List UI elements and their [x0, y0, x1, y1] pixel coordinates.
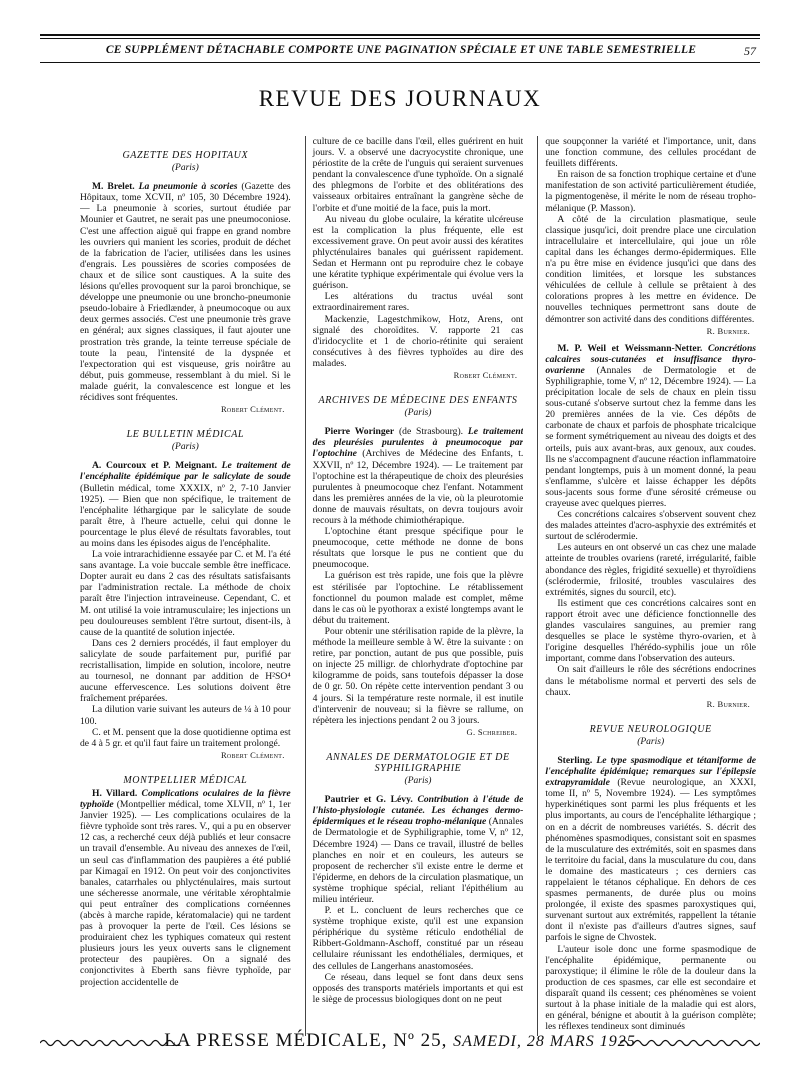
article-paragraph: L'auteur isole donc une forme spasmodique de l'encéphalite épidémique, permanente ou paroxystique; il élimine le rôle de la douleur dans la production de ces spasmes, car elle est secondaire et disparaît quand ils cessent; ces phénomènes se voient surtout à la phase initiale de la maladie qui est alors, en général, bénigne et aboutit à la guérison complète; les réflexes tendineux sont diminués	[545, 943, 757, 1033]
article-paragraph	[313, 794, 524, 905]
column-2	[305, 136, 524, 1036]
article-title: Complications oculaires de la fièvre typhoïde	[80, 787, 291, 811]
article-paragraph: A côté de la circulation plasmatique, seule classique jusqu'ici, doit prendre place une circulation intracellulaire et intercellulaire, qui joue un rôle capital dans les échanges dermo-épidermiques. Elle n'a pu être mise en évidence jusqu'ici que dans des condition limitées, et lorsque les substances véhiculées de cellule à cellule se prêtaient à des colorations propres à les mettre en évidence. De nouvelles techniques permettront sans doute de démontrer son activité dans des conditions différentes.	[545, 213, 757, 325]
article-author: A. Courcoux et P. Meignant.	[92, 460, 217, 472]
article-paragraph	[80, 460, 291, 549]
article-author: H. Villard.	[92, 787, 138, 799]
section-title: REVUE NEUROLOGIQUE	[589, 723, 712, 735]
article-signature: R. Burnier.	[706, 698, 751, 709]
section-city: (Paris)	[404, 776, 432, 787]
article-paragraph: Au niveau du globe oculaire, la kératite ulcéreuse est la complication la plus fréquente, elle est excessivement grave. On peut avoir aussi des kératites phlycténulaires banales qui guérissent rapidement. Sedan et Hermann ont pu reproduire chez le cobaye une kératite typhique expérimentale qui évolue vers la guérison.	[312, 213, 524, 292]
article-author: M. P. Weil et Weissmann-Netter.	[557, 342, 703, 354]
article-author: Sterling.	[557, 754, 593, 766]
article-text: (Revue neurologique, an XXXI, tome II, nº 5, Novembre 1924). — Les symptômes hyperkinétiques sont parmi les plus fréquents et les plus importants, au cours de l'encéphalite léthargique ; on en a décrit de nombreuses variétés. S. décrit des phénomènes spasmodiques, consistant soit en spasmes de la musculature des extrémités, soit en spasmes dans le territoire du facial, dans la musculature du cou, dans le domaine des masticateurs ; ces derniers cas rappelaient le tétanos céphalique. En dehors de ces spasmes permanents, de durée plus ou moins prolongée, il existe des spasmes paroxystiques qui, survenant surtout aux extrémités, rappellent la tétanie dont il n'existe pas d'ailleurs d'autres signes, sauf parfois le signe de Chvostek.	[545, 777, 757, 944]
section-title: GAZETTE DES HOPITAUX	[122, 150, 249, 161]
article-paragraph	[80, 181, 291, 403]
article-paragraph: Les auteurs en ont observé un cas chez une malade atteinte de troubles ovariens (rareté, irrégularité, faible abondance des règles, frigidité sexuelle) et thyroïdiens (sclérodermie, frilosité, troubles vasculaires des extrémités, signes du sourcil, etc).	[545, 542, 757, 598]
article-author: Pautrier et G. Lévy.	[324, 794, 413, 806]
footer-journal: LA PRESSE MÉDICALE,	[164, 1030, 388, 1051]
article-paragraph	[545, 755, 756, 944]
header-top-rule	[40, 34, 760, 36]
section-title: LE BULLETIN MÉDICAL	[126, 429, 245, 441]
article-paragraph: culture de ce bacille dans l'œil, elles guérirent en huit jours. V. a observé une dacryocystite chronique, une périostite de la crête de l'unguis qui seraient survenues pendant la convalescence d'une typhoïde. On a signalé des phlegmons de l'orbite et des oblitérations des vaisseaux orbitaires entraînant la gangrène sèche de l'orbite et d'une moitié de la face, puis la mort.	[312, 136, 524, 214]
footer-issue: Nº 25,	[393, 1030, 448, 1051]
footer-ornament-right	[620, 1038, 760, 1048]
article-title: Le traitement des pleurésies purulentes à pneumocoque par l'optochine	[312, 426, 524, 460]
article-title: La pneumonie à scories	[138, 181, 238, 193]
article-paragraph: La guérison est très rapide, une fois que la plèvre est stérilisée par l'optochine. Le rétablissement fonctionnel du poumon malade est complet, même dans le cas où le pyothorax a existé longtemps avant le début du traitement.	[312, 570, 524, 626]
article-paragraph: que soupçonner la variété et l'importance, unit, dans une fonction commune, des cellules procédant de feuillets différents.	[545, 136, 757, 170]
article-text: (Annales de Dermatologie et de Syphiligraphie, tome V, nº 12, Décembre 1924). — La précipitation locale de sels de chaux en plein tissu sous-cutané s'observe surtout chez la femme dans les 20 premières années de la vie. Ces dépôts de carbonate de chaux et parfois de phosphate tricalcique se forment symétriquement au niveau des doigts et des orteils, puis aux avant-bras, aux genoux, aux coudes. Ils ne s'accompagnent d'aucune réaction inflammatoire pendant longtemps, puis à un moment donné, la peau s'enflamme, s'ulcère et laisse échapper les dépôts sous-jacents sous forme d'une sérosité crémeuse ou crayeuse avec quelques pierres.	[545, 364, 757, 509]
article-paragraph	[545, 343, 756, 509]
section-title: MONTPELLIER MÉDICAL	[123, 774, 248, 786]
article-paragraph: Mackenzie, Lagestchmikow, Hotz, Arens, ont signalé des choroïdites. V. rapporte 21 cas d'iridocyclite et 1 de chorio-rétinite qui seraient consécutives à des fièvres typhoïdes au dire des malades.	[312, 313, 524, 369]
article-affiliation: (de Strasbourg).	[398, 426, 464, 438]
article-paragraph: Les altérations du tractus uvéal sont extraordinairement rares.	[312, 291, 524, 314]
article-signature: R. Burnier.	[706, 325, 751, 336]
article-paragraph: C. et M. pensent que la dose quotidienne optima est de 4 à 5 gr. et qu'il faut faire un traitement prolongé.	[80, 726, 291, 749]
article-signature: Robert Clément.	[453, 369, 518, 380]
article-title: Contribution à l'étude de l'histo-physiologie cutanée. Les échanges dermo-épidermiques et le réseau tropho-mélanique	[312, 794, 524, 828]
section-city: (Paris)	[404, 408, 432, 419]
section-city: (Paris)	[637, 736, 665, 747]
column-1	[80, 136, 291, 1036]
article-paragraph	[80, 788, 291, 988]
article-paragraph: P. et L. concluent de leurs recherches que ce système trophique existe, qu'il est une expansion périphérique du système réticulo endothélial de Ribbert-Goldmann-Aschoff, constitué par un réseau cellulaire réunissant les endothéliales, dermiques, et des cellules de Langerhans anastomosées.	[312, 905, 524, 972]
article-signature: Robert Clément.	[220, 404, 285, 415]
article-paragraph: Ces concrétions calcaires s'observent souvent chez des malades atteintes d'acro-asphyxie des extrémités et surtout de sclérodermie.	[545, 509, 757, 543]
section-city: (Paris)	[171, 442, 199, 453]
article-text: (Annales de Dermatologie et de Syphiligraphie, tome V, nº 12, Décembre 1924) — Dans ce travail, illustré de belles planches en noir et en couleurs, les auteurs se proposent de rechercher s'il existe entre le derme et l'épiderme, en dehors de la circulation plasmatique, un système trophique spécial, reliant l'épithélium au milieu intérieur.	[312, 816, 524, 905]
article-title: Le traitement de l'encéphalite épidémique par le salicylate de soude	[80, 460, 291, 483]
article-text: (Bulletin médical, tome XXXIX, nº 2, 7-10 Janvier 1925). — Bien que non spécifique, le traitement de l'encéphalite léthargique par le salicylate de soude paraît être, à l'heure actuelle, celui qui donne le pourcentage le plus élevé de résultats favorables, tout au moins dans les épisodes aigus de l'encéphalite.	[80, 482, 291, 549]
section-title: ANNALES DE DERMATOLOGIE ET DE SYPHILIGRAPHIE	[326, 751, 510, 774]
footer-date: SAMEDI, 28 MARS 1925	[453, 1033, 636, 1050]
article-paragraph: En raison de sa fonction trophique certaine et d'une manifestation de son activité particulièrement étudiée, la pigmentogenèse, il mérite le nom de réseau tropho-mélanique (P. Masson).	[545, 169, 757, 214]
article-author: M. Brelet.	[92, 181, 135, 193]
article-paragraph: On sait d'ailleurs le rôle des sécrétions endocrines dans le métabolisme normal et perverti des sels de chaux.	[545, 664, 757, 698]
article-author: Pierre Woringer	[324, 426, 395, 438]
article-text: (Montpellier médical, tome XLVII, nº 1, 1er Janvier 1925). — Les complications oculaires de la fièvre typhoïde sont très rares. V., qui a pu en observer 12 cas, a recherché ceux déjà publiés et leur consacre un travail d'ensemble. Au niveau des annexes de l'œil, un seul cas d'inflammation des paupières a été publié par Kimagaï en 1912. On peut voir des conjonctivites banales, catarrhales ou phlycténulaires, mais surtout une sécheresse anormale, une véritable xérophtalmie qui peut entraîner des complications cornéennes (abcès à marche rapide, kératomalacie) qui ne tardent pas à provoquer la perte de l'œil. Ces lésions se produiraient chez les typhiques comateux qui restent plusieurs jours les yeux ouverts sans le clignement protecteur des paupières. On a signalé des conjonctivites à Eberth sans fièvre typhoïde, par projection accidentelle de	[80, 799, 291, 988]
article-paragraph: Pour obtenir une stérilisation rapide de la plèvre, la méthode la meilleure semble à W. être la suivante : on retire, par ponction, autant de pus que possible, puis on injecte 25 milligr. de chlorhydrate d'optochine par kilogramme de poids, sans toutefois dépasser la dose de 0 gr. 50. On répète cette intervention pendant 3 ou 4 jours. Si la température reste normale, il est inutile d'intervenir de nouveau; si la fièvre se rallume, on répètera les injections pendant 2 ou 3 jours.	[312, 625, 524, 726]
article-paragraph: La voie intrarachidienne essayée par C. et M. l'a été sans avantage. La voie buccale semble être inefficace. Dopter aurait eu dans 2 cas des résultats satisfaisants par l'administration rectale. La méthode de choix paraît être l'injection intraveineuse. Cependant, C. et M. ont utilisé la voie intramusculaire; les injections un peu douloureuses semblent l'être surtout, disent-ils, à cause de la quantité de solution injectée.	[80, 549, 291, 638]
article-paragraph: Dans ces 2 derniers procédés, il faut employer du salicylate de soude parfaitement pur, purifié par recristallisation, limpide en solution, incolore, neutre au tournesol, ne donnant par addition de H²SO⁴ aucune effervescence. Les solutions doivent être fraîchement préparées.	[80, 637, 291, 705]
article-paragraph	[313, 426, 524, 526]
section-city: (Paris)	[171, 163, 199, 174]
supplement-note: CE SUPPLÉMENT DÉTACHABLE COMPORTE UNE PAGINATION SPÉCIALE ET UNE TABLE SEMESTRIELLE	[105, 44, 697, 56]
article-text: (Archives de Médecine des Enfants, t. XXVII, nº 12, Décembre 1924). — Le traitement par l'optochine est la thérapeutique de choix des pleurésies purulentes à pneumocoque chez l'enfant. Notamment dans les premières années de la vie, où la pleurotomie donne de mauvais résultats, on devra toujours avoir recours à la méthode chimiothérapique.	[312, 448, 524, 526]
section-title: ARCHIVES DE MÉDECINE DES ENFANTS	[318, 395, 518, 407]
article-columns	[80, 136, 756, 1036]
page-number: 57	[744, 44, 756, 58]
article-paragraph: Ce réseau, dans lequel se font dans deux sens opposés des transports matériels importants et qui est le siège de processus biologiques dont on ne peut	[312, 971, 524, 1005]
header-bottom-rule	[40, 62, 760, 63]
article-paragraph: La dilution varie suivant les auteurs de ¼ à 10 pour 100.	[80, 704, 291, 727]
article-text: (Gazette des Hôpitaux, tome XCVII, nº 105, 30 Décembre 1924). — La pneumonie à scories, surtout étudiée par Mounier et Gautret, ne serait pas une pneumoconiose. C'est une affection aiguë qui frappe en grand nombre les ouvriers qui manient les scories, produit de déchet de la fabrication de l'acier, utilisées dans les usines d'engrais. Les poussières de scories composées de chaux et de silice sont caustiques. A la suite des lésions qu'elles provoquent sur la paroi bronchique, se développe une pneumonie ou une broncho-pneumonie pseudo-lobaire à Friedlænder, à pneumocoque ou aux deux germes associés. C'est une pneumonie très grave en général; aux signes classiques, il faut ajouter une prostration très grande, la teinte terreuse spéciale de toute la peau, l'intensité de la dyspnée et l'expectoration qui est visqueuse, gris noirâtre au début, puis gommeuse, ressemblant à du miel. Si le malade guérit, la convalescence est longue et les récidives sont fréquentes.	[80, 181, 291, 403]
page-title: REVUE DES JOURNAUX	[258, 86, 542, 111]
article-title: Concrétions calcaires sous-cutanées et insuffisance thyro-ovarienne	[545, 342, 757, 376]
article-title: Le type spasmodique et tétaniforme de l'encéphalite épidémique; remarques sur l'épilepsie extrapyramidale	[545, 754, 757, 789]
article-signature: Robert Clément.	[220, 749, 285, 760]
article-paragraph: Ils estiment que ces concrétions calcaires sont en rapport étroit avec une déficience fonctionnelle des glandes vasculaires sanguines, au premier rang desquelles se place le système thyro-ovarien, et à l'origine desquelles l'hérédo-syphilis joue un rôle important, comme dans l'observation des auteurs.	[545, 597, 757, 665]
header-top-rule-thin	[40, 38, 760, 39]
article-signature: G. Schreiber.	[466, 726, 518, 737]
column-3	[537, 136, 756, 1036]
article-paragraph: L'optochine étant presque spécifique pour le pneumocoque, cette méthode ne donne de bons résultats que lorsque le pus ne contient que du pneumocoque.	[312, 526, 524, 571]
